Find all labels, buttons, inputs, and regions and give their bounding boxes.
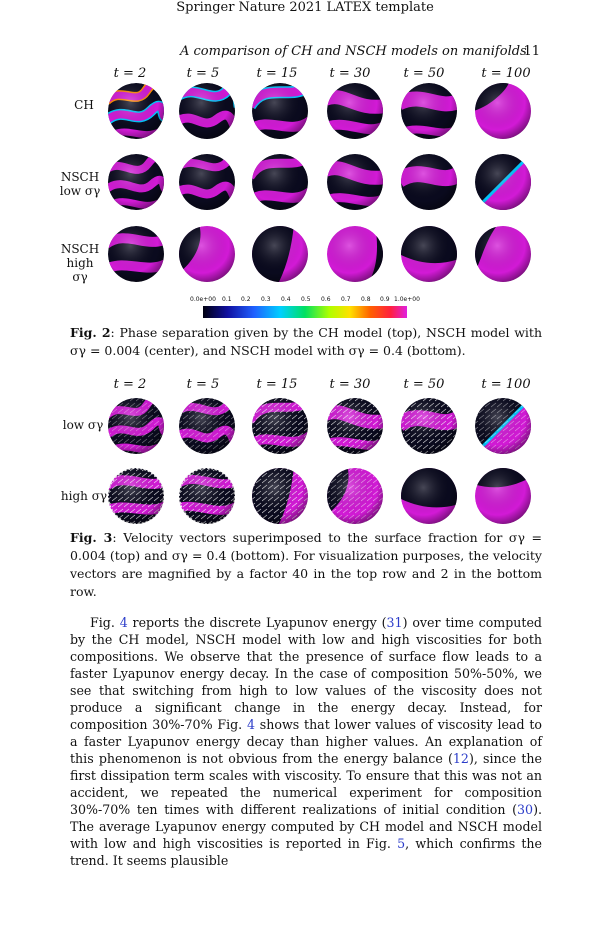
sphere-low-t5 — [177, 154, 239, 210]
paragraph-text: ), since the first dissipation term scales with viscosity. To ensure that this was not an accident, we repeated the numerical experiment for composition 30%-70% ten times with different realizations of initial condition ( — [70, 751, 542, 817]
colorbar-tick: 0.5 — [301, 296, 311, 303]
sphere-ch-t15 — [250, 83, 310, 139]
fig3-row-label: low σγ — [62, 418, 104, 432]
colorbar-tick: 0.8 — [361, 296, 371, 303]
sphere-ch-t30 — [325, 83, 385, 139]
fig2-time-label: t = 30 — [329, 66, 371, 81]
fig3-caption-label: Fig. 3 — [70, 530, 113, 545]
fig3-time-label: t = 50 — [403, 377, 445, 392]
fig3-time-label: t = 15 — [256, 377, 298, 392]
fig3-time-label: t = 2 — [113, 377, 147, 392]
sphere-vec-low-t5 — [177, 398, 239, 454]
header-title: A comparison of CH and NSCH models on manifolds — [180, 44, 527, 59]
sphere-high-t100 — [473, 224, 531, 282]
fig2-row-label: CH — [74, 98, 94, 112]
sphere-vec-high-t30 — [325, 466, 383, 524]
fig3-time-label: t = 30 — [329, 377, 371, 392]
fig2-row-label: NSCH high σγ — [60, 242, 100, 284]
sphere-ch-t100 — [473, 81, 531, 139]
sphere-low-t15 — [250, 154, 310, 210]
paragraph-text: Fig. — [90, 615, 120, 630]
sphere-high-t5 — [177, 224, 235, 282]
fig3-caption-text: : Velocity vectors superimposed to the surface fraction for σγ = 0.004 (top) and σγ = 0.4 (bottom). For visualization purposes, the velocity vectors are magnified by a factor 40 in the top row and 2 in the bottom row. — [70, 530, 542, 599]
sphere-low-t30 — [325, 154, 385, 210]
fig2-row-label: NSCH low σγ — [59, 170, 101, 198]
sphere-high-t15 — [250, 224, 308, 284]
sphere-vec-high-t50 — [399, 466, 459, 524]
sphere-ch-t2 — [106, 83, 166, 139]
sphere-vec-high-t5 — [177, 468, 237, 524]
fig2-caption-text: : Phase separation given by the CH model (top), NSCH model with σγ = 0.004 (center), and NSCH model with σγ = 0.4 (bottom). — [70, 325, 543, 358]
equation-ref-link[interactable]: 12 — [452, 751, 469, 766]
sphere-vec-high-t100 — [473, 466, 533, 524]
sphere-ch-t50 — [399, 83, 459, 139]
sphere-vec-low-t15 — [250, 398, 310, 454]
sphere-low-t2 — [106, 154, 166, 210]
figure-ref-link[interactable]: 4 — [246, 717, 255, 732]
sphere-vec-low-t30 — [325, 398, 385, 454]
fig2-time-label: t = 50 — [403, 66, 445, 81]
fig2-time-label: t = 100 — [481, 66, 531, 81]
figure-ref-link[interactable]: 5 — [397, 836, 406, 851]
fig3-caption — [70, 529, 542, 601]
colorbar — [203, 306, 407, 318]
paragraph-text: reports the discrete Lyapunov energy ( — [127, 615, 387, 630]
sphere-vec-high-t15 — [250, 466, 308, 526]
sphere-vec-high-t2 — [106, 468, 166, 524]
fig3-spheres — [0, 390, 610, 530]
sphere-low-t50 — [399, 154, 459, 210]
colorbar-tick: 1.0e+00 — [394, 296, 420, 303]
colorbar-tick: 0.6 — [321, 296, 331, 303]
body-paragraph — [70, 614, 542, 869]
sphere-high-t50 — [399, 224, 459, 282]
fig2-caption-label: Fig. 2 — [70, 325, 111, 340]
paragraph-text: shows that lower values of viscosity lead to a faster Lyapunov energy decay than higher values. An explanation of this phenomenon is not obvious from the energy balance ( — [70, 717, 542, 766]
colorbar-tick: 0.4 — [281, 296, 291, 303]
equation-ref-link[interactable]: 30 — [517, 802, 534, 817]
colorbar-tick: 0.1 — [222, 296, 232, 303]
paragraph-text: ) over time computed by the CH model, NSCH model with low and high viscosities for both compositions. We observe that the presence of surface flow leads to a faster Lyapunov energy decay. In the case of composition 50%-50%, we see that switching from high to low values of the viscosity does not produce a significant change in the energy decay. Instead, for composition 30%-70% Fig. — [70, 615, 542, 732]
paragraph-text: ). The average Lyapunov energy computed by CH model and NSCH model with low and high viscosities is reported in Fig. — [70, 802, 542, 851]
fig3-row-label: high σγ — [60, 489, 108, 503]
sphere-vec-low-t50 — [399, 398, 459, 454]
fig3-time-label: t = 5 — [186, 377, 220, 392]
running-head: Springer Nature 2021 LATEX template — [176, 0, 434, 15]
sphere-high-t2 — [106, 226, 166, 282]
sphere-ch-t5 — [177, 83, 239, 139]
page-number: 11 — [523, 44, 540, 59]
colorbar-tick: 0.9 — [380, 296, 390, 303]
fig2-caption — [70, 324, 542, 360]
colorbar-tick: 0.0e+00 — [190, 296, 216, 303]
fig2-time-label: t = 2 — [113, 66, 147, 81]
colorbar-tick: 0.2 — [241, 296, 251, 303]
colorbar-tick: 0.7 — [341, 296, 351, 303]
sphere-vec-low-t2 — [106, 398, 166, 454]
colorbar-tick: 0.3 — [261, 296, 271, 303]
fig2-time-label: t = 15 — [256, 66, 298, 81]
fig2-time-label: t = 5 — [186, 66, 220, 81]
sphere-vec-low-t100 — [473, 396, 533, 456]
figure-ref-link[interactable]: 4 — [119, 615, 128, 630]
fig2-spheres — [0, 0, 610, 330]
fig3-time-label: t = 100 — [481, 377, 531, 392]
sphere-high-t30 — [327, 224, 385, 284]
paragraph-text: , which confirms the trend. It seems plausible — [70, 836, 542, 868]
sphere-low-t100 — [473, 152, 533, 212]
equation-ref-link[interactable]: 31 — [386, 615, 403, 630]
